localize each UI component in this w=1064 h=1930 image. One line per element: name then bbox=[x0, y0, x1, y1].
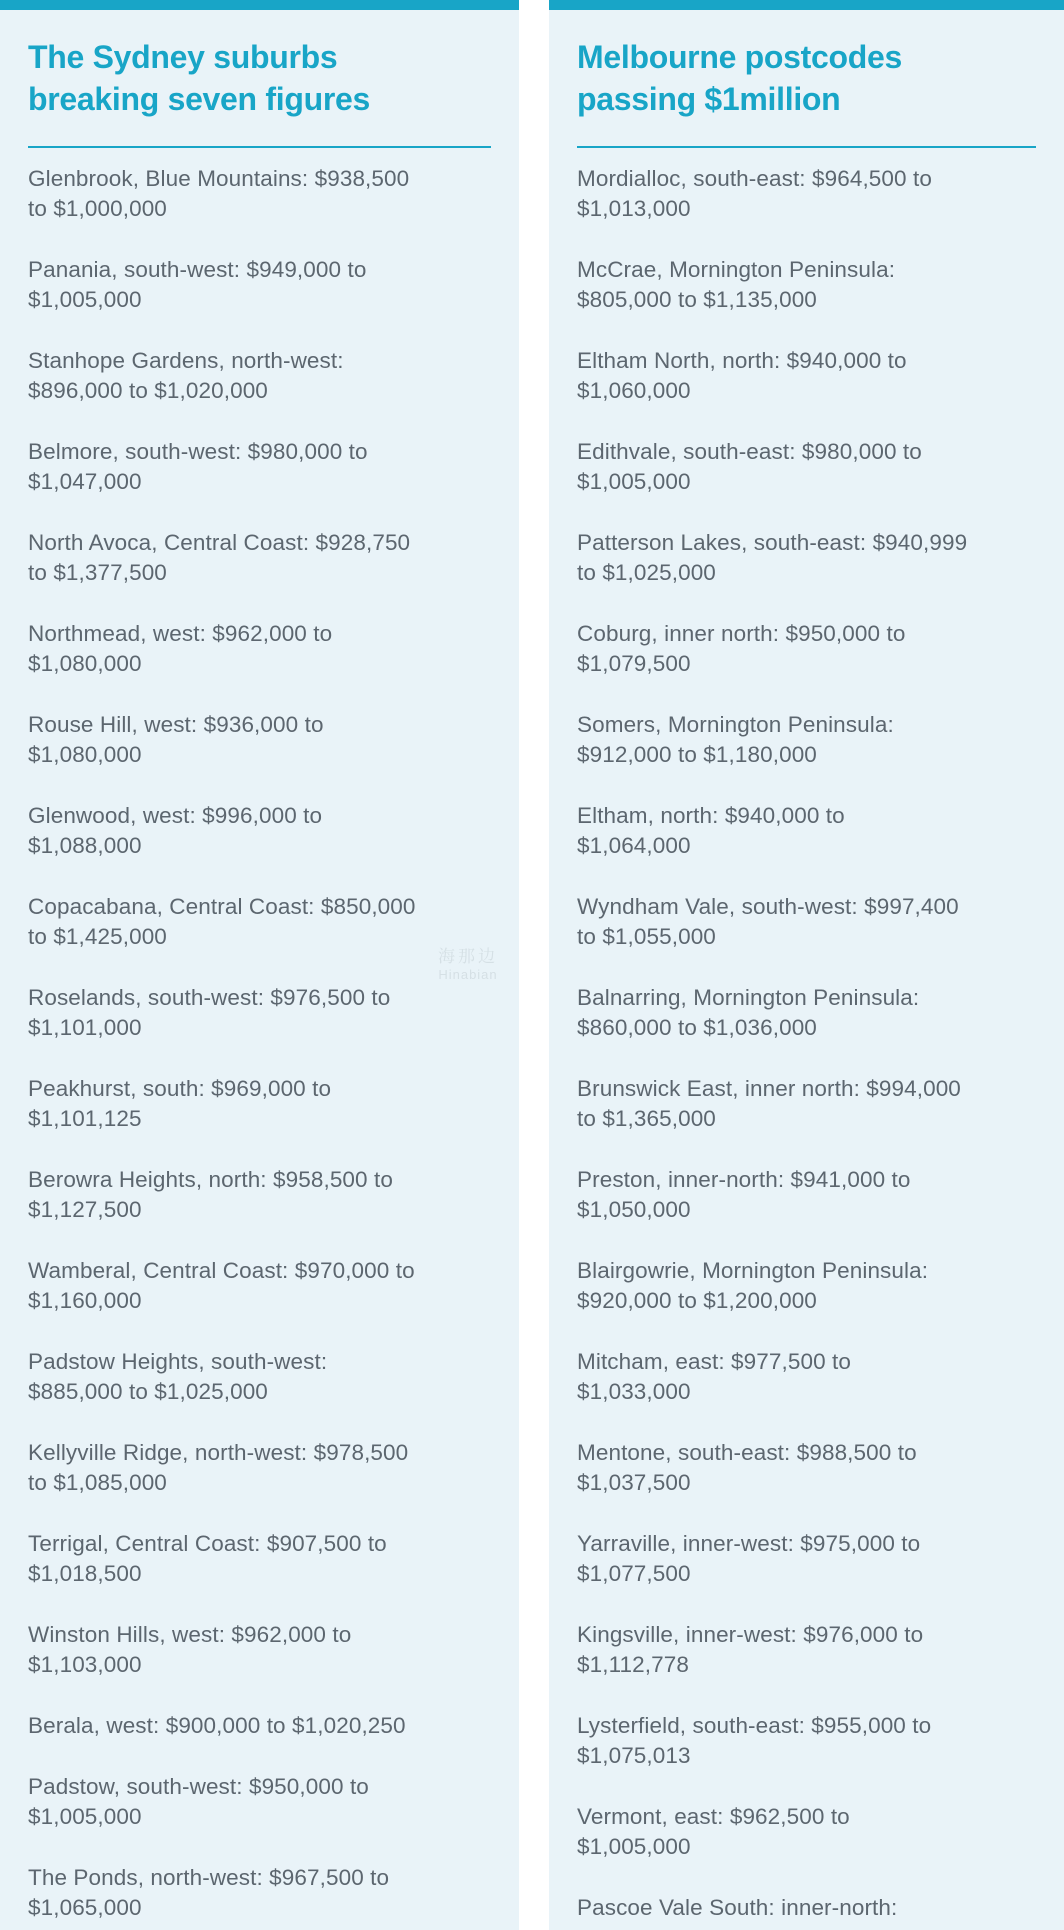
suburb-price-line: Berowra Heights, north: $958,500 to bbox=[28, 1167, 393, 1192]
melbourne-card-body bbox=[549, 10, 1064, 1923]
suburb-price-line: $1,112,778 bbox=[577, 1652, 689, 1677]
suburb-price-item bbox=[28, 619, 491, 679]
suburb-price-item bbox=[577, 255, 1036, 315]
suburb-price-item bbox=[28, 892, 491, 952]
suburb-price-line: North Avoca, Central Coast: $928,750 bbox=[28, 530, 411, 555]
suburb-price-line: McCrae, Mornington Peninsula: bbox=[577, 257, 896, 282]
suburb-price-item bbox=[28, 1438, 491, 1498]
suburb-price-item bbox=[577, 1347, 1036, 1407]
suburb-price-item bbox=[28, 1347, 491, 1407]
suburb-price-line: Brunswick East, inner north: $994,000 bbox=[577, 1076, 961, 1101]
suburb-price-line: Edithvale, south-east: $980,000 to bbox=[577, 439, 922, 464]
suburb-price-item bbox=[577, 1074, 1036, 1134]
sydney-card-body bbox=[0, 10, 519, 1923]
suburb-price-item bbox=[577, 1165, 1036, 1225]
melbourne-suburb-list bbox=[577, 164, 1036, 1923]
suburb-price-item bbox=[577, 346, 1036, 406]
suburb-price-line: $1,077,500 bbox=[577, 1561, 691, 1586]
suburb-price-line: to $1,000,000 bbox=[28, 196, 167, 221]
suburb-price-line: Coburg, inner north: $950,000 to bbox=[577, 621, 906, 646]
suburb-price-line: $1,005,000 bbox=[28, 287, 142, 312]
suburb-price-line: $1,088,000 bbox=[28, 833, 142, 858]
suburb-price-line: $1,037,500 bbox=[577, 1470, 691, 1495]
suburb-price-line: $1,065,000 bbox=[28, 1895, 142, 1920]
suburb-price-item bbox=[577, 619, 1036, 679]
suburb-price-item bbox=[28, 1074, 491, 1134]
suburb-price-item bbox=[577, 164, 1036, 224]
suburb-price-line: Pascoe Vale South: inner-north: bbox=[577, 1895, 898, 1920]
suburb-price-item bbox=[28, 164, 491, 224]
card-title-line: The Sydney suburbs bbox=[28, 39, 338, 75]
suburb-price-line: $912,000 to $1,180,000 bbox=[577, 742, 817, 767]
suburb-price-line: Patterson Lakes, south-east: $940,999 bbox=[577, 530, 968, 555]
suburb-price-item bbox=[28, 255, 491, 315]
suburb-price-line: $1,013,000 bbox=[577, 196, 691, 221]
suburb-price-item bbox=[28, 710, 491, 770]
suburb-price-item bbox=[28, 1711, 491, 1741]
sydney-card bbox=[0, 0, 519, 1930]
suburb-price-item bbox=[28, 1165, 491, 1225]
suburb-price-line: Kellyville Ridge, north-west: $978,500 bbox=[28, 1440, 409, 1465]
suburb-price-line: $896,000 to $1,020,000 bbox=[28, 378, 268, 403]
suburb-price-line: Wyndham Vale, south-west: $997,400 bbox=[577, 894, 959, 919]
suburb-price-line: Preston, inner-north: $941,000 to bbox=[577, 1167, 911, 1192]
suburb-price-item bbox=[28, 528, 491, 588]
suburb-price-line: Eltham North, north: $940,000 to bbox=[577, 348, 907, 373]
suburb-price-line: Vermont, east: $962,500 to bbox=[577, 1804, 850, 1829]
suburb-price-line: Padstow, south-west: $950,000 to bbox=[28, 1774, 369, 1799]
suburb-price-line: $1,005,000 bbox=[28, 1804, 142, 1829]
suburb-price-line: Lysterfield, south-east: $955,000 to bbox=[577, 1713, 932, 1738]
suburb-price-item bbox=[577, 1620, 1036, 1680]
suburb-price-line: $1,060,000 bbox=[577, 378, 691, 403]
suburb-price-line: $920,000 to $1,200,000 bbox=[577, 1288, 817, 1313]
suburb-price-line: Belmore, south-west: $980,000 to bbox=[28, 439, 368, 464]
suburb-price-line: $1,050,000 bbox=[577, 1197, 691, 1222]
suburb-price-item bbox=[28, 983, 491, 1043]
suburb-price-line: $1,080,000 bbox=[28, 651, 142, 676]
suburb-price-item bbox=[577, 1893, 1036, 1923]
suburb-price-line: $1,101,125 bbox=[28, 1106, 142, 1131]
suburb-price-line: Winston Hills, west: $962,000 to bbox=[28, 1622, 352, 1647]
suburb-price-line: Glenbrook, Blue Mountains: $938,500 bbox=[28, 166, 410, 191]
suburb-price-item bbox=[28, 1863, 491, 1923]
suburb-price-line: Rouse Hill, west: $936,000 to bbox=[28, 712, 324, 737]
suburb-price-line: $1,127,500 bbox=[28, 1197, 142, 1222]
suburb-price-item bbox=[577, 528, 1036, 588]
sydney-card-accent-bar bbox=[0, 0, 519, 10]
suburb-price-line: $1,080,000 bbox=[28, 742, 142, 767]
suburb-price-line: Roselands, south-west: $976,500 to bbox=[28, 985, 391, 1010]
suburb-price-item bbox=[28, 346, 491, 406]
suburb-price-item bbox=[577, 1802, 1036, 1862]
suburb-price-item bbox=[577, 710, 1036, 770]
suburb-price-line: Padstow Heights, south-west: bbox=[28, 1349, 328, 1374]
suburb-price-line: Panania, south-west: $949,000 to bbox=[28, 257, 367, 282]
suburb-price-line: Balnarring, Mornington Peninsula: bbox=[577, 985, 920, 1010]
suburb-price-item bbox=[577, 1256, 1036, 1316]
suburb-price-line: Mitcham, east: $977,500 to bbox=[577, 1349, 852, 1374]
suburb-price-line: $805,000 to $1,135,000 bbox=[577, 287, 817, 312]
card-title-line: passing $1million bbox=[577, 81, 841, 117]
suburb-price-item bbox=[577, 1438, 1036, 1498]
suburb-price-line: Terrigal, Central Coast: $907,500 to bbox=[28, 1531, 387, 1556]
card-title-line: breaking seven figures bbox=[28, 81, 370, 117]
suburb-price-line: to $1,085,000 bbox=[28, 1470, 167, 1495]
suburb-price-line: to $1,055,000 bbox=[577, 924, 716, 949]
suburb-price-line: Mordialloc, south-east: $964,500 to bbox=[577, 166, 932, 191]
suburb-price-line: to $1,377,500 bbox=[28, 560, 167, 585]
suburb-price-line: $1,033,000 bbox=[577, 1379, 691, 1404]
suburb-price-line: Wamberal, Central Coast: $970,000 to bbox=[28, 1258, 415, 1283]
suburb-price-item bbox=[28, 1620, 491, 1680]
suburb-price-line: $860,000 to $1,036,000 bbox=[577, 1015, 817, 1040]
suburb-price-line: $1,101,000 bbox=[28, 1015, 142, 1040]
suburb-price-item bbox=[28, 801, 491, 861]
suburb-price-line: Stanhope Gardens, north-west: bbox=[28, 348, 344, 373]
suburb-price-line: $1,079,500 bbox=[577, 651, 691, 676]
suburb-price-item bbox=[577, 1711, 1036, 1771]
suburb-price-line: Mentone, south-east: $988,500 to bbox=[577, 1440, 917, 1465]
suburb-price-line: The Ponds, north-west: $967,500 to bbox=[28, 1865, 390, 1890]
suburb-price-line: Eltham, north: $940,000 to bbox=[577, 803, 845, 828]
suburb-price-item bbox=[577, 437, 1036, 497]
suburb-price-line: $1,005,000 bbox=[577, 469, 691, 494]
suburb-price-line: Glenwood, west: $996,000 to bbox=[28, 803, 323, 828]
suburb-price-line: $1,075,013 bbox=[577, 1743, 691, 1768]
suburb-price-line: $1,064,000 bbox=[577, 833, 691, 858]
suburb-price-line: Somers, Mornington Peninsula: bbox=[577, 712, 894, 737]
suburb-price-line: to $1,025,000 bbox=[577, 560, 716, 585]
suburb-price-item bbox=[28, 1772, 491, 1832]
suburb-price-line: Copacabana, Central Coast: $850,000 bbox=[28, 894, 416, 919]
melbourne-card bbox=[549, 0, 1064, 1930]
suburb-price-line: $1,018,500 bbox=[28, 1561, 142, 1586]
suburb-price-line: Northmead, west: $962,000 to bbox=[28, 621, 333, 646]
suburb-price-item bbox=[577, 983, 1036, 1043]
suburb-price-line: $1,047,000 bbox=[28, 469, 142, 494]
sydney-card-title bbox=[28, 36, 491, 120]
sydney-title-underline bbox=[28, 146, 491, 148]
suburb-price-line: to $1,365,000 bbox=[577, 1106, 716, 1131]
suburb-price-line: Blairgowrie, Mornington Peninsula: bbox=[577, 1258, 929, 1283]
suburb-price-line: $1,005,000 bbox=[577, 1834, 691, 1859]
melbourne-card-title bbox=[577, 36, 1036, 120]
suburb-price-line: $1,160,000 bbox=[28, 1288, 142, 1313]
suburb-price-item bbox=[577, 892, 1036, 952]
card-title-line: Melbourne postcodes bbox=[577, 39, 903, 75]
suburb-price-line: Berala, west: $900,000 to $1,020,250 bbox=[28, 1713, 406, 1738]
suburb-price-line: to $1,425,000 bbox=[28, 924, 167, 949]
suburb-price-item bbox=[28, 1256, 491, 1316]
suburb-price-item bbox=[577, 1529, 1036, 1589]
melbourne-title-underline bbox=[577, 146, 1036, 148]
suburb-price-line: Peakhurst, south: $969,000 to bbox=[28, 1076, 332, 1101]
melbourne-card-accent-bar bbox=[549, 0, 1064, 10]
sydney-suburb-list bbox=[28, 164, 491, 1923]
suburb-price-line: Kingsville, inner-west: $976,000 to bbox=[577, 1622, 924, 1647]
suburb-price-line: $885,000 to $1,025,000 bbox=[28, 1379, 268, 1404]
suburb-price-line: $1,103,000 bbox=[28, 1652, 142, 1677]
suburb-price-line: Yarraville, inner-west: $975,000 to bbox=[577, 1531, 921, 1556]
suburb-price-item bbox=[577, 801, 1036, 861]
suburb-price-item bbox=[28, 1529, 491, 1589]
suburb-price-item bbox=[28, 437, 491, 497]
